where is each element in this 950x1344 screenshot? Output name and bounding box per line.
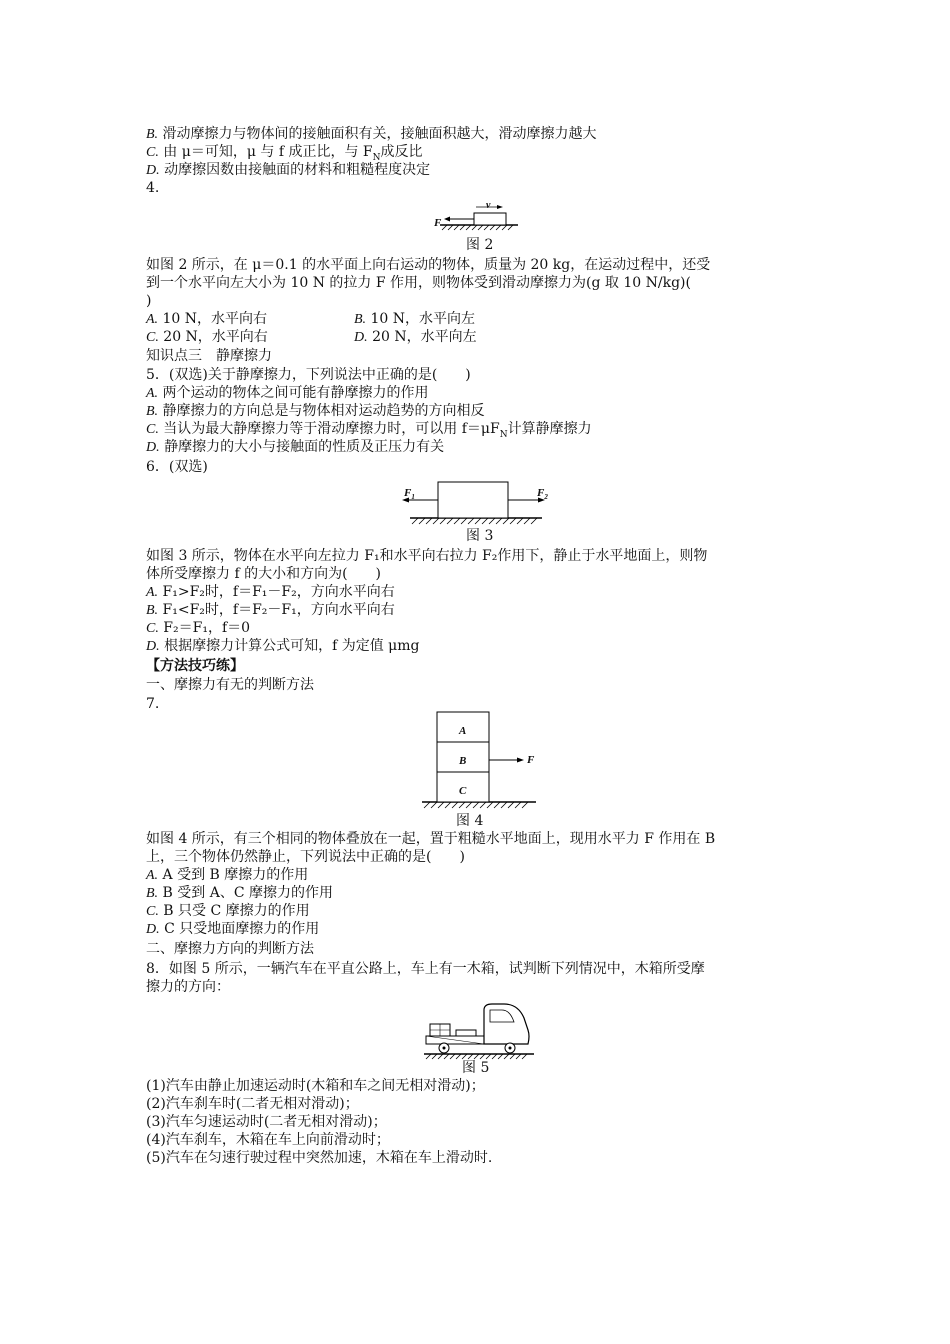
q8-item-4: (4)汽车刹车，木箱在车上向前滑动时； bbox=[146, 1132, 390, 1148]
q8-stem-line2: 擦力的方向： bbox=[146, 979, 230, 995]
figure-2-diagram bbox=[428, 197, 538, 237]
q3-option-c: C. 由 μ＝可知，μ 与 f 成正比，与 $F_N$成反比 bbox=[146, 144, 423, 163]
q3-option-d: D. 动摩擦因数由接触面的材料和粗糙程度决定 bbox=[146, 162, 431, 178]
figure-3-caption: 图 3 bbox=[466, 528, 494, 544]
q3-option-b: B. 滑动摩擦力与物体间的接触面积有关，接触面积越大，滑动摩擦力越大 bbox=[146, 126, 597, 142]
q4-stem-line3: ) bbox=[146, 293, 152, 309]
method-heading-1: 一、摩擦力有无的判断方法 bbox=[146, 677, 314, 693]
section-heading-static-friction: 知识点三 静摩擦力 bbox=[146, 348, 272, 364]
figure-2-caption: 图 2 bbox=[466, 237, 494, 253]
figure-3-diagram bbox=[396, 476, 556, 526]
q7-stem-line1: 如图 4 所示，有三个相同的物体叠放在一起，置于粗糙水平地面上，现用水平力 F 作用在 B bbox=[146, 831, 716, 847]
q7-option-d: D. C 只受地面摩擦力的作用 bbox=[146, 921, 320, 937]
q6-stem-line1: 如图 3 所示，物体在水平向左拉力 F₁和水平向右拉力 F₂作用下，静止于水平地面上，则物 bbox=[146, 548, 708, 564]
q7-number: 7. bbox=[146, 696, 160, 712]
q4-number: 4. bbox=[146, 180, 160, 196]
figure-4-caption: 图 4 bbox=[456, 813, 484, 829]
q7-option-a: A. A 受到 B 摩擦力的作用 bbox=[146, 867, 309, 883]
figure-3-label-f2: $F_2$ bbox=[537, 487, 548, 502]
q4-option-d: D. 20 N，水平向左 bbox=[354, 329, 477, 345]
q4-option-c: C. 20 N，水平向右 bbox=[146, 329, 268, 345]
q6-option-d: D. 根据摩擦力计算公式可知，f 为定值 μmg bbox=[146, 638, 420, 654]
q4-stem-line2: 到一个水平向左大小为 10 N 的拉力 F 作用，则物体受到滑动摩擦力为(g 取 10 N/kg)( bbox=[146, 275, 691, 291]
q5-stem: 5．(双选)关于静摩擦力，下列说法中正确的是( ) bbox=[146, 367, 471, 383]
q8-item-1: (1)汽车由静止加速运动时(木箱和车之间无相对滑动)； bbox=[146, 1078, 485, 1094]
figure-4-label-f: F bbox=[527, 754, 535, 766]
q7-stem-line2: 上，三个物体仍然静止，下列说法中正确的是( ) bbox=[146, 849, 465, 865]
figure-4-label-b: B bbox=[459, 755, 467, 767]
q8-item-5: (5)汽车在匀速行驶过程中突然加速，木箱在车上滑动时. bbox=[146, 1150, 493, 1166]
figure-4-label-c: C bbox=[459, 785, 467, 797]
figure-2-label-v: v bbox=[486, 200, 491, 211]
q6-option-b: B. F₁<F₂时，f＝F₂－F₁，方向水平向右 bbox=[146, 602, 395, 618]
q4-option-a: A. 10 N，水平向右 bbox=[146, 311, 268, 327]
q7-option-c: C. B 只受 C 摩擦力的作用 bbox=[146, 903, 310, 919]
q7-option-b: B. B 受到 A、C 摩擦力的作用 bbox=[146, 885, 333, 901]
figure-5-truck-diagram bbox=[420, 1000, 540, 1060]
figure-5-caption: 图 5 bbox=[462, 1060, 490, 1076]
q8-stem-line1: 8．如图 5 所示，一辆汽车在平直公路上，车上有一木箱，试判断下列情况中，木箱所受摩 bbox=[146, 961, 705, 977]
q8-item-2: (2)汽车刹车时(二者无相对滑动)； bbox=[146, 1096, 359, 1112]
q5-option-a: A. 两个运动的物体之间可能有静摩擦力的作用 bbox=[146, 385, 429, 401]
method-heading-2: 二、摩擦力方向的判断方法 bbox=[146, 941, 314, 957]
figure-3-label-f1: $F_1$ bbox=[404, 487, 415, 502]
figure-4-label-a: A bbox=[459, 725, 467, 737]
q5-option-b: B. 静摩擦力的方向总是与物体相对运动趋势的方向相反 bbox=[146, 403, 485, 419]
figure-2-label-f: F bbox=[434, 217, 442, 229]
q4-stem-line1: 如图 2 所示，在 μ＝0.1 的水平面上向右运动的物体，质量为 20 kg，在运动过程中，还受 bbox=[146, 257, 711, 273]
q5-option-d: D. 静摩擦力的大小与接触面的性质及正压力有关 bbox=[146, 439, 445, 455]
q6-option-a: A. F₁>F₂时，f＝F₁－F₂，方向水平向右 bbox=[146, 584, 395, 600]
method-practice-header: 【方法技巧练】 bbox=[146, 658, 244, 674]
q6-number: 6．(双选) bbox=[146, 459, 208, 475]
q5-option-c: C. 当认为最大静摩擦力等于滑动摩擦力时，可以用 $f=\mu F_N$计算静摩擦力 bbox=[146, 421, 592, 440]
q4-option-b: B. 10 N，水平向左 bbox=[354, 311, 476, 327]
q6-stem-line2: 体所受摩擦力 f 的大小和方向为( ) bbox=[146, 566, 382, 582]
q8-item-3: (3)汽车匀速运动时(二者无相对滑动)； bbox=[146, 1114, 387, 1130]
q6-option-c: C. F₂＝F₁，f＝0 bbox=[146, 620, 251, 636]
